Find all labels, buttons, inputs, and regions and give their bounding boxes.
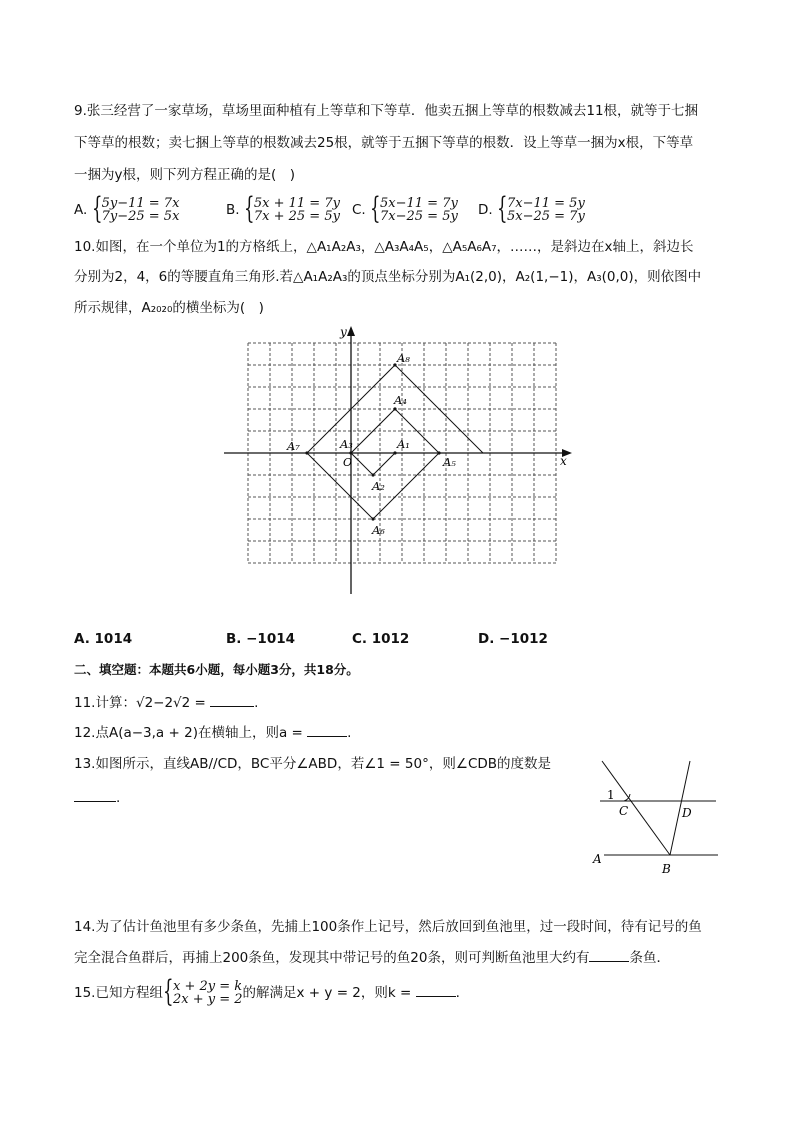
period: . bbox=[347, 725, 352, 741]
q10-option-a: A. 1014 bbox=[74, 631, 133, 647]
q10-line1: 10.如图，在一个单位为1的方格纸上，△A₁A₂A₃，△A₃A₄A₅，△A₅A₆A₇，……，是斜边在x轴上，斜边长 bbox=[74, 239, 694, 255]
equation: 5x−11 = 7y bbox=[380, 196, 458, 211]
point-label: A₇ bbox=[287, 439, 300, 453]
equation: 7x−25 = 5y bbox=[380, 209, 458, 224]
q14-line2 bbox=[74, 947, 670, 969]
q9-option-a bbox=[74, 191, 180, 226]
triangle-edge bbox=[307, 453, 373, 519]
label-d: D bbox=[682, 806, 692, 820]
q10-line3: 所示规律，A₂₀₂₀的横坐标为( ) bbox=[74, 300, 264, 316]
equation: 7x−11 = 5y bbox=[506, 196, 585, 211]
point-label: A₄ bbox=[394, 393, 407, 407]
period: . bbox=[455, 985, 460, 1001]
q9-option-c bbox=[352, 191, 458, 226]
answer-blank[interactable] bbox=[210, 692, 254, 707]
q9-line2: 下等草的根数；卖七捆上等草的根数减去25根，就等于五捆下等草的根数．设上等草一捆为x根，下等草 bbox=[74, 135, 694, 151]
point-labels bbox=[286, 351, 456, 537]
point-marker bbox=[371, 517, 374, 520]
q10-option-b: B. −1014 bbox=[226, 631, 296, 647]
q12 bbox=[74, 722, 351, 744]
angle-1-label: 1 bbox=[607, 788, 615, 802]
answer-blank[interactable] bbox=[74, 787, 116, 802]
q12-text: 12.点A(a−3,a + 2)在横轴上，则a = bbox=[74, 725, 303, 741]
q9-line3: 一捆为y根，则下列方程正确的是( ) bbox=[74, 167, 296, 183]
point-label: A₆ bbox=[372, 523, 385, 537]
x-axis-label: x bbox=[560, 454, 567, 468]
equation-system: { 5x + 11 = 7y 7x + 25 = 5y bbox=[243, 191, 340, 226]
period: . bbox=[254, 695, 259, 711]
label-a: A bbox=[593, 852, 602, 866]
equation: 2x + y = 2 bbox=[172, 992, 243, 1007]
q11-text: 11.计算：√2−2√2 = bbox=[74, 695, 206, 711]
option-label: B. bbox=[226, 202, 240, 218]
triangle-edge bbox=[351, 453, 373, 475]
q13-figure bbox=[586, 756, 726, 880]
point-label: A₁ bbox=[397, 437, 410, 451]
point-marker bbox=[305, 451, 308, 454]
y-axis-label: y bbox=[340, 325, 347, 339]
origin-label: O bbox=[343, 456, 353, 469]
equation-system: { x + 2y = k 2x + y = 2 bbox=[162, 974, 243, 1009]
equation-system: { 7x−11 = 5y 5x−25 = 7y bbox=[496, 191, 585, 226]
point-marker bbox=[393, 407, 396, 410]
triangle-edge bbox=[373, 453, 395, 475]
y-axis-arrow bbox=[347, 326, 355, 336]
q13-answer bbox=[74, 787, 120, 809]
point-label: A₂ bbox=[372, 479, 385, 493]
equation: 7x + 25 = 5y bbox=[253, 209, 340, 224]
q9-line1: 9.张三经营了一家草场，草场里面种植有上等草和下等草．他卖五捆上等草的根数减去11根，就等于七捆 bbox=[74, 103, 699, 119]
point-label: A₃ bbox=[340, 437, 353, 451]
point-label: A₈ bbox=[397, 351, 410, 365]
option-label: D. bbox=[478, 202, 493, 218]
line-bc bbox=[602, 761, 670, 855]
q10-option-c: C. 1012 bbox=[352, 631, 410, 647]
q15 bbox=[74, 974, 460, 1009]
equation: x + 2y = k bbox=[172, 979, 243, 994]
q14-text: 完全混合鱼群后，再捕上200条鱼，发现其中带记号的鱼20条，则可判断鱼池里大约有 bbox=[74, 950, 590, 966]
point-marker bbox=[437, 451, 440, 454]
q9-option-d bbox=[478, 191, 585, 226]
q10-coordinate-figure bbox=[218, 322, 578, 600]
answer-blank[interactable] bbox=[307, 722, 347, 737]
point-marker bbox=[349, 451, 352, 454]
option-label: C. bbox=[352, 202, 366, 218]
point-marker bbox=[371, 473, 374, 476]
q13-text: 13.如图所示，直线AB//CD，BC平分∠ABD，若∠1 = 50°，则∠CDB的度数是 bbox=[74, 756, 552, 772]
option-label: A. bbox=[74, 202, 88, 218]
q15-suffix: 的解满足x + y = 2，则k = bbox=[242, 985, 412, 1001]
equation: 5y−11 = 7x bbox=[101, 196, 180, 211]
period: . bbox=[116, 790, 121, 806]
label-b: B bbox=[662, 862, 671, 876]
q11 bbox=[74, 692, 258, 714]
equation: 7y−25 = 5x bbox=[101, 209, 180, 224]
answer-blank[interactable] bbox=[416, 982, 456, 997]
section-heading: 二、填空题：本题共6小题，每小题3分，共18分。 bbox=[74, 662, 359, 677]
point-marker bbox=[393, 451, 396, 454]
q14-line1: 14.为了估计鱼池里有多少条鱼，先捕上100条作上记号，然后放回到鱼池里，过一段时间，待有记号的鱼 bbox=[74, 919, 702, 935]
q10-option-d: D. −1012 bbox=[478, 631, 548, 647]
q9-option-b bbox=[226, 191, 340, 226]
point-label: A₅ bbox=[443, 455, 456, 469]
label-c: C bbox=[619, 804, 629, 818]
equation: 5x + 11 = 7y bbox=[253, 196, 340, 211]
q14-text-end: 条鱼． bbox=[629, 950, 670, 966]
answer-blank[interactable] bbox=[589, 947, 629, 962]
equation-system: { 5y−11 = 7x 7y−25 = 5x bbox=[91, 191, 180, 226]
q10-line2: 分别为2，4，6的等腰直角三角形.若△A₁A₂A₃的顶点坐标分别为A₁(2,0)，A₂(1,−1)，A₃(0,0)，则依图中 bbox=[74, 269, 702, 285]
equation: 5x−25 = 7y bbox=[506, 209, 585, 224]
equation-system: { 5x−11 = 7y 7x−25 = 5y bbox=[370, 191, 458, 226]
q15-prefix: 15.已知方程组 bbox=[74, 985, 163, 1001]
